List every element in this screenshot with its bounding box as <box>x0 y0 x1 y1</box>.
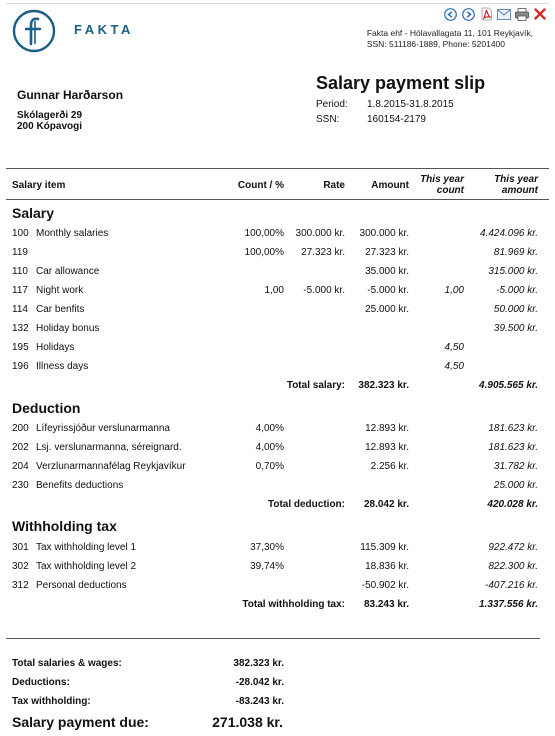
col-year-amount <box>494 174 538 196</box>
summary-value-tax-withholding: -83.243 kr. <box>235 696 284 707</box>
top-border <box>6 3 549 4</box>
item-code: 114 <box>12 304 28 315</box>
table-row <box>0 442 555 461</box>
item-amount: 12.893 kr. <box>365 423 409 434</box>
slip-meta <box>316 97 454 127</box>
total-amount: 28.042 kr. <box>363 499 409 510</box>
company-address: Fakta ehf - Hólavallagata 11, 101 Reykjavík, <box>366 28 533 38</box>
table-header-top-line <box>6 168 549 169</box>
item-code: 302 <box>12 561 29 572</box>
item-year-amount: -407.216 kr. <box>485 580 538 591</box>
item-desc: Tax withholding level 2 <box>36 561 137 572</box>
item-code: 110 <box>12 266 28 277</box>
col-year-amount-line2: amount <box>501 185 538 196</box>
col-year-count-line2: count <box>436 185 464 196</box>
total-year-amount: 420.028 kr. <box>487 499 538 510</box>
item-amount: 12.893 kr. <box>365 442 409 453</box>
col-year-count <box>420 174 464 196</box>
total-year-amount: 4.905.565 kr. <box>479 380 538 391</box>
item-year-amount: 81.969 kr. <box>493 247 538 258</box>
table-row <box>0 285 555 304</box>
print-icon[interactable] <box>515 7 529 21</box>
item-year-count: 4,50 <box>444 342 464 353</box>
employee-address <box>17 110 82 132</box>
item-year-amount: 822.300 kr. <box>488 561 538 572</box>
item-year-amount: 315.000 kr. <box>488 266 538 277</box>
total-label: Total salary: <box>286 380 345 391</box>
period-label: Period: <box>316 99 348 110</box>
section-title-deduction: Deduction <box>12 400 81 416</box>
item-desc: Holidays <box>36 342 75 353</box>
item-rate: 27.323 kr. <box>301 247 345 258</box>
item-code: 200 <box>12 423 29 434</box>
item-amount: -5.000 kr. <box>367 285 409 296</box>
total-label: Total deduction: <box>267 499 345 510</box>
ssn-value: 160154-2179 <box>367 114 426 125</box>
item-year-amount: 31.782 kr. <box>493 461 538 472</box>
section-title-withholding-tax: Withholding tax <box>12 518 117 534</box>
total-year-amount: 1.337.556 kr. <box>479 599 538 610</box>
item-year-amount: -5.000 kr. <box>496 285 538 296</box>
item-code: 100 <box>12 228 29 239</box>
toolbar <box>443 7 547 21</box>
item-amount: 300.000 kr. <box>359 228 409 239</box>
item-amount: 25.000 kr. <box>365 304 409 315</box>
item-count: 4,00% <box>255 423 284 434</box>
summary-value-total-salaries: 382.323 kr. <box>233 658 284 669</box>
item-amount: 35.000 kr. <box>365 266 409 277</box>
pdf-icon[interactable] <box>479 7 493 21</box>
item-desc: Illness days <box>36 361 89 372</box>
summary-label-tax-withholding: Tax withholding: <box>12 696 91 707</box>
table-row <box>0 480 555 499</box>
item-desc: Verzlunarmannafélag Reykjavíkur <box>36 461 186 472</box>
ssn-label: SSN: <box>316 114 340 125</box>
table-row <box>0 561 555 580</box>
table-row <box>0 247 555 266</box>
item-desc: Tax withholding level 1 <box>36 542 137 553</box>
item-amount: -50.902 kr. <box>361 580 409 591</box>
table-row <box>0 266 555 285</box>
table-row <box>0 580 555 599</box>
total-row-deduction <box>0 499 555 518</box>
item-code: 117 <box>12 285 28 296</box>
item-amount: 18.836 kr. <box>365 561 409 572</box>
item-rate: -5.000 kr. <box>303 285 345 296</box>
employee-street: Skólagerði 29 <box>17 110 83 121</box>
item-code: 230 <box>12 480 29 491</box>
payment-due-value: 271.038 kr. <box>212 714 283 730</box>
item-year-amount: 4.424.096 kr. <box>479 228 538 239</box>
company-info <box>367 28 533 50</box>
total-amount: 83.243 kr. <box>363 599 409 610</box>
period-value: 1.8.2015-31.8.2015 <box>367 99 454 110</box>
prev-icon[interactable] <box>443 7 457 21</box>
item-year-count: 4,50 <box>444 361 464 372</box>
employee-name: Gunnar Harðarson <box>17 88 124 102</box>
item-desc: Night work <box>36 285 84 296</box>
item-year-amount: 50.000 kr. <box>493 304 538 315</box>
item-desc: Lsj. verslunarmanna, séreignard. <box>36 442 182 453</box>
table-row <box>0 304 555 323</box>
item-desc: Personal deductions <box>36 580 127 591</box>
total-amount: 382.323 kr. <box>358 380 409 391</box>
table-row <box>0 342 555 361</box>
item-desc: Car allowance <box>36 266 100 277</box>
employee-city: 200 Kópavogi <box>17 121 83 132</box>
col-amount: Amount <box>371 180 409 191</box>
company-ssn-phone: SSN: 511186-1889, Phone: 5201400 <box>366 39 506 49</box>
item-count: 100,00% <box>244 228 284 239</box>
item-year-amount: 25.000 kr. <box>493 480 538 491</box>
summary-divider <box>6 638 540 639</box>
item-count: 37,30% <box>250 542 284 553</box>
table-row <box>0 228 555 247</box>
item-rate: 300.000 kr. <box>295 228 345 239</box>
table-row <box>0 542 555 561</box>
item-code: 312 <box>12 580 29 591</box>
item-code: 195 <box>12 342 29 353</box>
item-code: 202 <box>12 442 29 453</box>
item-count: 0,70% <box>255 461 284 472</box>
item-desc: Benefits deductions <box>36 480 124 491</box>
item-code: 204 <box>12 461 29 472</box>
email-icon[interactable] <box>497 7 511 21</box>
col-count: Count / % <box>237 180 284 191</box>
item-code: 196 <box>12 361 29 372</box>
total-row-salary <box>0 380 555 399</box>
summary-value-deductions: -28.042 kr. <box>235 677 284 688</box>
item-year-amount: 39.500 kr. <box>493 323 538 334</box>
item-count: 4,00% <box>255 442 284 453</box>
col-year-amount-line1: This year <box>494 174 538 185</box>
item-year-amount: 181.623 kr. <box>488 423 538 434</box>
brand-name: FAKTA <box>74 22 134 37</box>
item-count: 39,74% <box>250 561 284 572</box>
item-amount: 115.309 kr. <box>360 542 409 553</box>
item-year-amount: 922.472 kr. <box>488 542 538 553</box>
item-code: 119 <box>12 247 28 258</box>
payment-due-label: Salary payment due: <box>12 714 149 730</box>
total-label: Total withholding tax: <box>242 599 345 610</box>
col-rate: Rate <box>323 180 345 191</box>
item-year-count: 1,00 <box>444 285 464 296</box>
item-code: 301 <box>12 542 29 553</box>
summary-label-total-salaries: Total salaries & wages: <box>12 658 122 669</box>
item-amount: 2.256 kr. <box>370 461 409 472</box>
section-title-salary: Salary <box>12 205 55 221</box>
table-row <box>0 361 555 380</box>
col-year-count-line1: This year <box>420 174 464 185</box>
item-desc: Car benfits <box>36 304 85 315</box>
item-desc: Monthly salaries <box>36 228 109 239</box>
slip-title: Salary payment slip <box>316 73 486 93</box>
item-year-amount: 181.623 kr. <box>488 442 538 453</box>
table-row <box>0 323 555 342</box>
table-row <box>0 461 555 480</box>
item-desc: Holiday bonus <box>36 323 100 334</box>
item-count: 1,00 <box>264 285 284 296</box>
item-amount: 27.323 kr. <box>365 247 409 258</box>
item-desc: Lífeyrissjóður verslunarmanna <box>36 423 170 434</box>
item-code: 132 <box>12 323 29 334</box>
close-icon[interactable] <box>533 7 547 21</box>
total-row-withholding-tax <box>0 599 555 618</box>
fakta-logo-icon <box>12 9 56 53</box>
col-salary-item: Salary item <box>12 180 66 191</box>
summary-label-deductions: Deductions: <box>12 677 70 688</box>
table-row <box>0 423 555 442</box>
item-count: 100,00% <box>244 247 284 258</box>
table-header-bottom-line <box>6 199 549 200</box>
next-icon[interactable] <box>461 7 475 21</box>
